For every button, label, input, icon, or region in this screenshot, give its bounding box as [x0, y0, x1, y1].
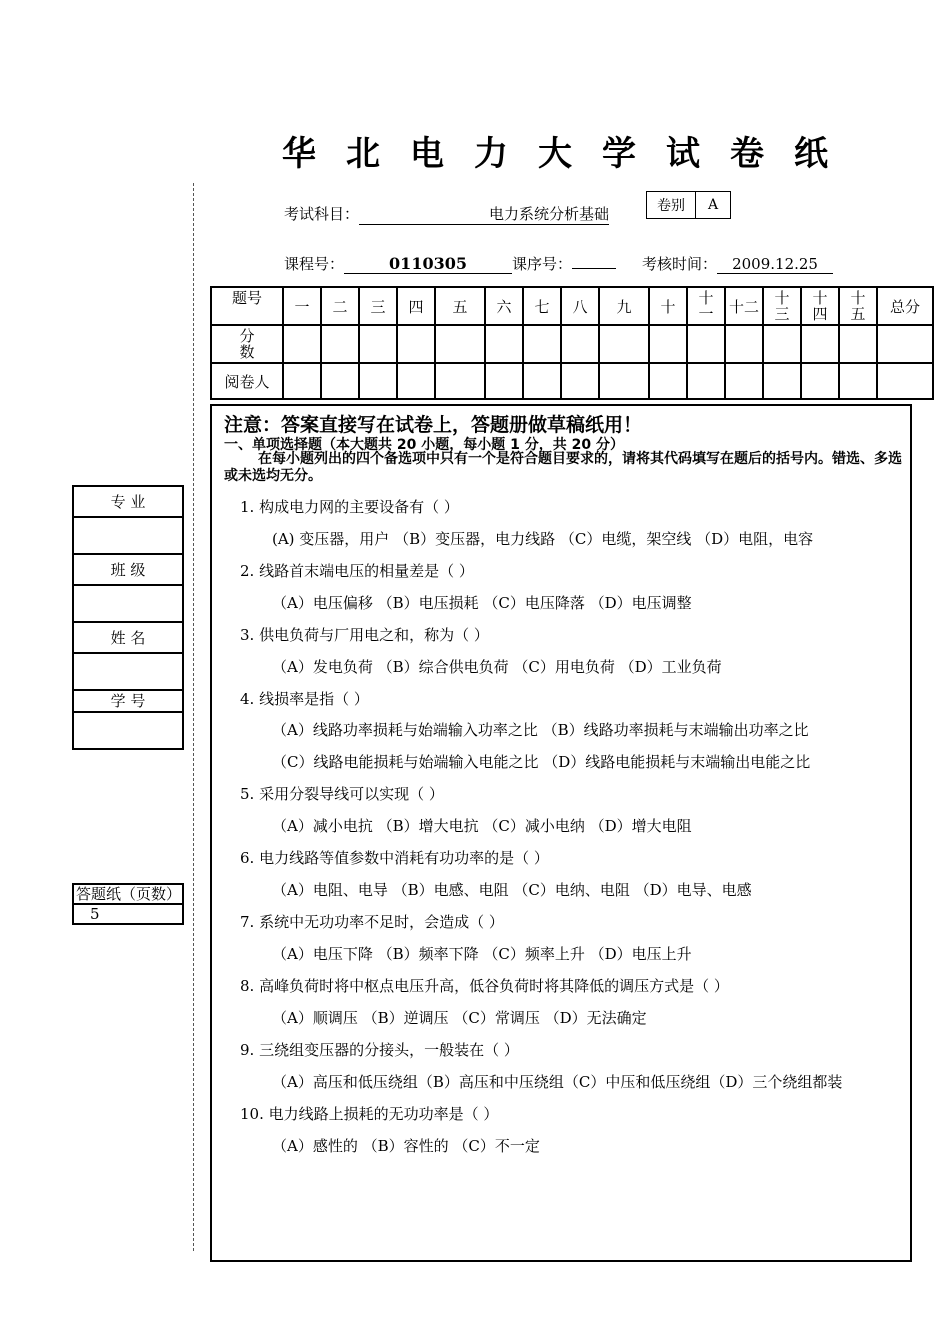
- col-1: 一: [283, 287, 321, 325]
- question-9-options: （A）高压和低压绕组（B）高压和中压绕组（C）中压和低压绕组（D）三个绕组都装: [272, 1073, 843, 1091]
- course-no-value: 0110305: [344, 254, 512, 274]
- col-9: 九: [599, 287, 649, 325]
- score-cell[interactable]: [283, 325, 321, 363]
- score-cell[interactable]: [599, 325, 649, 363]
- paper-type-label: 卷别: [647, 192, 696, 219]
- name-label: 姓 名: [73, 622, 183, 653]
- score-header-row: [211, 287, 933, 325]
- score-cell[interactable]: [649, 325, 687, 363]
- score-cell[interactable]: [763, 325, 801, 363]
- question-7-stem: 7. 系统中无功功率不足时，会造成（ ）: [240, 913, 504, 931]
- question-9-stem: 9. 三绕组变压器的分接头，一般装在（ ）: [240, 1041, 519, 1059]
- question-5-options: （A）减小电抗 （B）增大电抗 （C）减小电纳 （D）增大电阻: [272, 817, 692, 835]
- total-score-cell[interactable]: [877, 325, 933, 363]
- student-no-label: 学 号: [73, 690, 183, 712]
- col-8: 八: [561, 287, 599, 325]
- binding-dashed-line: [193, 183, 194, 1251]
- class-no-blank: [572, 268, 616, 269]
- grader-cell[interactable]: [801, 363, 839, 399]
- question-4-options-1: （A）线路功率损耗与始端输入功率之比 （B）线路功率损耗与末端输出功率之比: [272, 721, 809, 739]
- grader-cell[interactable]: [485, 363, 523, 399]
- answer-pages-value: 5: [73, 904, 183, 924]
- exam-title: 华北电力大学试卷纸: [282, 134, 858, 174]
- question-5-stem: 5. 采用分裂导线可以实现（ ）: [240, 785, 444, 803]
- question-2-options: （A）电压偏移 （B）电压损耗 （C）电压降落 （D）电压调整: [272, 594, 692, 612]
- score-cell[interactable]: [359, 325, 397, 363]
- question-7-options: （A）电压下降 （B）频率下降 （C）频率上升 （D）电压上升: [272, 945, 692, 963]
- course-line: [284, 253, 833, 274]
- grader-cell[interactable]: [687, 363, 725, 399]
- score-row-label: 分数: [239, 328, 255, 360]
- class-field[interactable]: [73, 585, 183, 622]
- score-cell[interactable]: [523, 325, 561, 363]
- col-6: 六: [485, 287, 523, 325]
- grader-cell[interactable]: [649, 363, 687, 399]
- total-grader-cell[interactable]: [877, 363, 933, 399]
- col-12: 十二: [725, 287, 763, 325]
- col-7: 七: [523, 287, 561, 325]
- col-11: 十一: [698, 290, 714, 322]
- col-14: 十四: [812, 290, 828, 322]
- question-8-options: （A）顺调压 （B）逆调压 （C）常调压 （D）无法确定: [272, 1009, 647, 1027]
- section-instruction: 在每小题列出的四个备选项中只有一个是符合题目要求的，请将其代码填写在题后的括号内。错选、多选或未选均无分。: [224, 451, 902, 484]
- major-field[interactable]: [73, 517, 183, 554]
- student-no-field[interactable]: [73, 712, 183, 749]
- question-4-options-2: （C）线路电能损耗与始端输入电能之比 （D）线路电能损耗与末端输出电能之比: [272, 753, 811, 771]
- subject-line: [284, 203, 609, 225]
- score-cell[interactable]: [485, 325, 523, 363]
- grader-cell[interactable]: [523, 363, 561, 399]
- paper-type-value: A: [696, 192, 731, 219]
- score-cell[interactable]: [687, 325, 725, 363]
- question-10-stem: 10. 电力线路上损耗的无功功率是（ ）: [240, 1105, 499, 1123]
- subject-label: 考试科目：: [284, 205, 360, 223]
- paper-type-box: [646, 191, 731, 219]
- name-field[interactable]: [73, 653, 183, 690]
- question-10-options: （A）感性的 （B）容性的 （C）不一定: [272, 1137, 540, 1155]
- score-cell[interactable]: [435, 325, 485, 363]
- answer-pages-table: [72, 883, 184, 925]
- exam-time-value: 2009.12.25: [717, 255, 833, 274]
- question-2-stem: 2. 线路首末端电压的相量差是（ ）: [240, 562, 474, 580]
- notice: 注意：答案直接写在试卷上，答题册做草稿纸用！: [224, 414, 643, 436]
- answer-pages-label: 答题纸（页数）: [73, 884, 183, 904]
- student-info-table: [72, 485, 184, 750]
- score-cell[interactable]: [397, 325, 435, 363]
- grader-cell[interactable]: [435, 363, 485, 399]
- score-cell[interactable]: [321, 325, 359, 363]
- score-table: [210, 286, 934, 400]
- col-10: 十: [649, 287, 687, 325]
- course-no-label: 课程号：: [284, 255, 345, 273]
- grader-cell[interactable]: [839, 363, 877, 399]
- score-cell[interactable]: [561, 325, 599, 363]
- grader-cell[interactable]: [397, 363, 435, 399]
- question-1-stem: 1. 构成电力网的主要设备有（ ）: [240, 498, 459, 516]
- grader-row-label: 阅卷人: [211, 363, 283, 399]
- section-heading: 一、单项选择题（本大题共 20 小题，每小题 1 分，共 20 分）: [224, 437, 624, 453]
- grader-row: [211, 363, 933, 399]
- question-6-stem: 6. 电力线路等值参数中消耗有功功率的是（ ）: [240, 849, 549, 867]
- subject-value: 电力系统分析基础: [359, 203, 609, 225]
- question-4-stem: 4. 线损率是指（ ）: [240, 690, 369, 708]
- grader-cell[interactable]: [725, 363, 763, 399]
- col-15: 十五: [850, 290, 866, 322]
- major-label: 专 业: [73, 486, 183, 517]
- col-13: 十三: [774, 290, 790, 322]
- score-cell[interactable]: [725, 325, 763, 363]
- question-8-stem: 8. 高峰负荷时将中枢点电压升高，低谷负荷时将其降低的调压方式是（ ）: [240, 977, 729, 995]
- grader-cell[interactable]: [599, 363, 649, 399]
- question-3-stem: 3. 供电负荷与厂用电之和，称为（ ）: [240, 626, 489, 644]
- grader-cell[interactable]: [283, 363, 321, 399]
- question-6-options: （A）电阻、电导 （B）电感、电阻 （C）电纳、电阻 （D）电导、电感: [272, 881, 752, 899]
- score-row: [211, 325, 933, 363]
- total-header: 总分: [877, 287, 933, 325]
- question-no-header: 题号: [231, 290, 262, 307]
- class-no-label: 课序号：: [512, 255, 573, 273]
- question-1-options: (A) 变压器，用户 （B）变压器，电力线路 （C）电缆，架空线 （D）电阻，电容: [272, 530, 814, 548]
- question-3-options: （A）发电负荷 （B）综合供电负荷 （C）用电负荷 （D）工业负荷: [272, 658, 722, 676]
- col-4: 四: [397, 287, 435, 325]
- col-3: 三: [359, 287, 397, 325]
- grader-cell[interactable]: [321, 363, 359, 399]
- grader-cell[interactable]: [561, 363, 599, 399]
- grader-cell[interactable]: [763, 363, 801, 399]
- exam-time-label: 考核时间：: [642, 255, 718, 273]
- grader-cell[interactable]: [359, 363, 397, 399]
- col-5: 五: [435, 287, 485, 325]
- class-label: 班 级: [73, 554, 183, 585]
- score-cell[interactable]: [801, 325, 839, 363]
- score-cell[interactable]: [839, 325, 877, 363]
- col-2: 二: [321, 287, 359, 325]
